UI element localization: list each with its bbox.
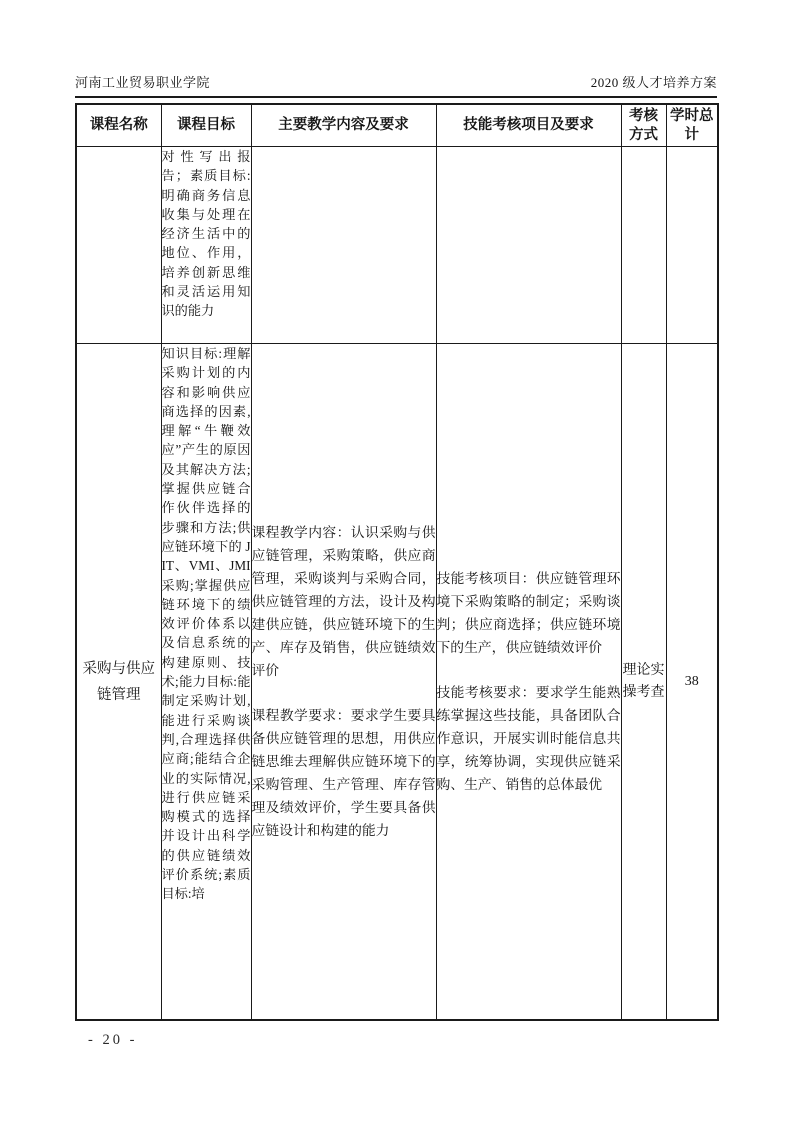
cell-course-objectives: 对性写出报告；素质目标:明确商务信息收集与处理在经济生活中的地位、作用，培养创新思维和灵活运用知识的能力 — [161, 147, 251, 344]
cell-course-name — [76, 147, 161, 344]
cell-teaching-content — [251, 147, 436, 344]
page-number: - 20 - — [88, 1032, 138, 1048]
teaching-content-paragraph: 课程教学内容：认识采购与供应链管理，采购策略，供应商管理，采购谈判与采购合同，供应链管理的方法，设计及构建供应链，供应链环境下的生产、库存及销售，供应链绩效评价 — [251, 525, 436, 678]
cell-assessment-method — [621, 147, 666, 344]
col-header-course-objectives: 课程目标 — [161, 104, 251, 147]
header-school-name: 河南工业贸易职业学院 — [75, 75, 211, 90]
cell-assessment-method: 理论实操考查 — [621, 344, 666, 1021]
col-header-skill-assessment: 技能考核项目及要求 — [436, 104, 621, 147]
page-header — [75, 72, 717, 98]
cell-teaching-content — [251, 344, 436, 1021]
col-header-assessment-method: 考核方式 — [621, 104, 666, 147]
col-header-course-name: 课程名称 — [76, 104, 161, 147]
table-header-row — [76, 104, 718, 147]
table-row-procurement-course — [76, 344, 718, 1021]
course-table — [75, 103, 719, 1021]
cell-skill-assessment — [436, 344, 621, 1021]
cell-total-hours: 38 — [666, 344, 718, 1021]
cell-total-hours — [666, 147, 718, 344]
assessment-requirements-paragraph: 技能考核要求：要求学生能熟练掌握这些技能，具备团队合作意识，开展实训时能信息共享，统筹协调，实现供应链采购、生产、销售的总体最优 — [436, 685, 621, 792]
teaching-requirements-paragraph: 课程教学要求：要求学生要具备供应链管理的思想，用供应链思维去理解供应链环境下的采购管理、生产管理、库存管理及绩效评价，学生要具备供应链设计和构建的能力 — [251, 708, 436, 838]
col-header-total-hours: 学时总计 — [666, 104, 718, 147]
cell-skill-assessment — [436, 147, 621, 344]
cell-course-name: 采购与供应链管理 — [76, 344, 161, 1021]
assessment-items-paragraph: 技能考核项目：供应链管理环境下采购策略的制定；采购谈判；供应商选择；供应链环境下的生产，供应链绩效评价 — [436, 571, 621, 655]
table-row-continuation — [76, 147, 718, 344]
header-program-title: 2020 级人才培养方案 — [590, 75, 717, 90]
cell-course-objectives: 知识目标:理解采购计划的内容和影响供应商选择的因素,理解“牛鞭效应”产生的原因及其解决方法;掌握供应链合作伙伴选择的步骤和方法;供应链环境下的 JIT、VMI、JMI 采购;掌握供应链环境下的绩效评价体系以及信息系统的构建原则、技术;能力目标:能制定采购计划,能进行采购谈判,合理选择供应商;能结合企业的实际情况,进行供应链采购模式的选择并设计出科学的供应链绩效评价系统;素质目标:培 — [161, 344, 251, 1021]
col-header-teaching-content: 主要教学内容及要求 — [251, 104, 436, 147]
